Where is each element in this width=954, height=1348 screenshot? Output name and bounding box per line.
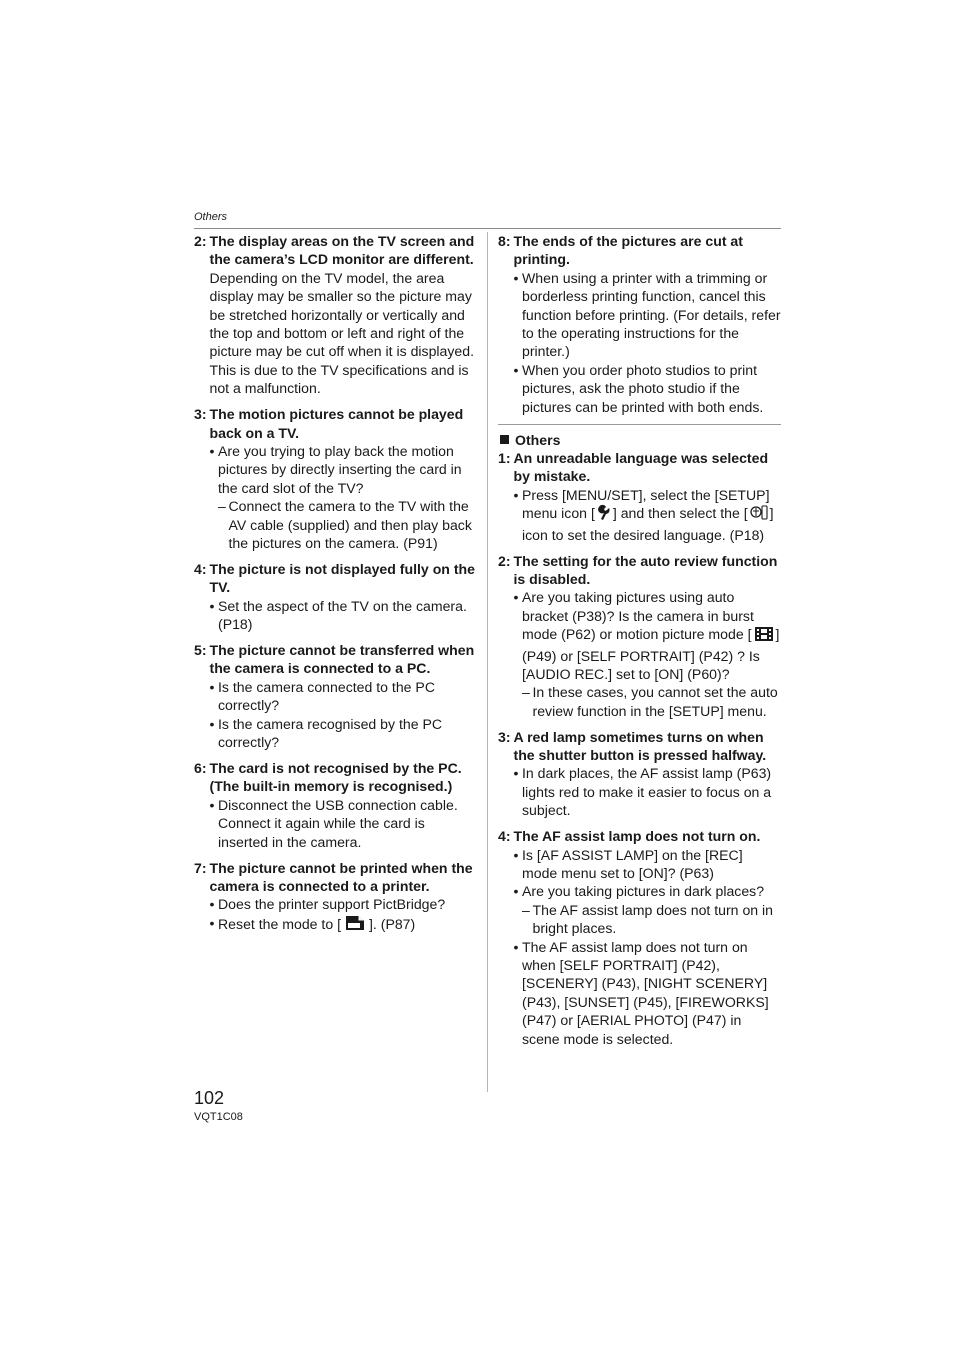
dash-mark: – [522, 684, 530, 701]
bullet-mark: • [513, 589, 519, 606]
section-divider [498, 424, 781, 425]
faq-item-4 [194, 560, 476, 634]
bullet-mark: • [513, 269, 519, 286]
bullet-text [218, 914, 476, 936]
document-code: VQT1C08 [194, 1111, 243, 1123]
bullet-text: In dark places, the AF assist lamp (P63) lights red to make it easier to focus on a subject. [522, 765, 772, 819]
question-text: The display areas on the TV screen and the camera’s LCD monitor are different. [209, 233, 475, 268]
question [194, 641, 476, 678]
column-divider [487, 232, 488, 1092]
bullet-mark: • [209, 442, 215, 459]
question [194, 405, 476, 442]
bullet-text: Disconnect the USB connection cable. Connect it again while the card is inserted in the camera. [218, 796, 458, 850]
question-number: 5: [194, 642, 207, 659]
bullet-item [498, 938, 781, 1048]
dash-item [194, 497, 476, 552]
question-number: 4: [498, 828, 511, 845]
question [194, 859, 476, 896]
bullet-mark: • [209, 896, 215, 913]
question [194, 232, 476, 269]
bullet-mark: • [513, 938, 519, 955]
bullet-mark: • [209, 597, 215, 614]
bullet-text: Is the camera connected to the PC correctly? [218, 678, 436, 714]
bullet-text: Are you trying to play back the motion pictures by directly inserting the card in the card slot of the TV? [218, 442, 462, 496]
question [498, 827, 781, 845]
bullet-text: Are you taking pictures in dark places? [522, 883, 765, 900]
section-label: Others [194, 211, 228, 223]
faq-item-7 [194, 859, 476, 937]
bullet-mark: • [513, 361, 519, 378]
language-icon [749, 504, 769, 525]
question-number: 2: [194, 233, 207, 249]
square-bullet-icon [500, 435, 509, 444]
question [194, 560, 476, 597]
bullet-text: When using a printer with a trimming or borderless printing function, cancel this function before printing. (For details, refer to the operating instructions for the printer.) [522, 269, 781, 360]
bullet-item [194, 895, 476, 913]
question-number: 1: [498, 449, 511, 466]
question [194, 759, 476, 796]
dash-text: In these cases, you cannot set the auto review function in the [SETUP] menu. [532, 684, 778, 719]
question-text: The picture cannot be printed when the camera is connected to a printer. [209, 859, 473, 894]
bullet-item [498, 486, 781, 544]
others-item-1 [498, 449, 781, 544]
bullet-mark: • [209, 796, 215, 813]
bullet-item [498, 361, 781, 416]
question-number: 8: [498, 233, 511, 249]
question-number: 6: [194, 759, 207, 776]
others-heading [498, 431, 781, 449]
question-text: The AF assist lamp does not turn on. [513, 828, 761, 845]
bullet-mark: • [209, 715, 215, 732]
dash-item [498, 901, 781, 938]
bullet-text-part: ] and then select the [ [612, 505, 748, 522]
question-number: 7: [194, 859, 207, 876]
dash-mark: – [522, 901, 530, 918]
bullet-mark: • [513, 486, 519, 503]
faq-item-5 [194, 641, 476, 751]
dash-mark: – [218, 498, 226, 515]
question-number: 3: [194, 406, 207, 423]
bullet-text-part: ] (P49) or [SELF PORTRAIT] (P42) ? Is [AUDIO REC.] set to [ON] (P60)? [522, 626, 780, 682]
bullet-item [194, 442, 476, 497]
bullet-item [194, 796, 476, 851]
wrench-icon [596, 504, 612, 525]
top-rule [194, 228, 781, 229]
others-heading-text: Others [515, 431, 561, 448]
page-number: 102 [194, 1088, 225, 1108]
question-number: 3: [498, 728, 511, 745]
bullet-item [498, 269, 781, 361]
bullet-text: Does the printer support PictBridge? [218, 896, 446, 913]
question [498, 232, 781, 269]
question-text: The card is not recognised by the PC. (The built-in memory is recognised.) [209, 759, 462, 795]
dash-item [498, 683, 781, 720]
faq-item-2 [194, 232, 476, 398]
bullet-item [194, 678, 476, 715]
question-text: The picture is not displayed fully on the TV. [209, 560, 475, 596]
bullet-text-part: Are you taking pictures using auto bracket (P38)? Is the camera in burst mode (P62) or motion picture mode [ [522, 589, 754, 643]
faq-item-3 [194, 405, 476, 552]
bullet-text-part: Press [MENU/SET], select the [SETUP] menu icon [ [522, 486, 770, 522]
question-text: An unreadable language was selected by mistake. [513, 449, 769, 485]
question [498, 449, 781, 486]
question-number: 2: [498, 552, 511, 569]
question-text: The picture cannot be transferred when the camera is connected to a PC. [209, 642, 475, 677]
answer-text: Depending on the TV model, the area display may be smaller so the picture may be stretched horizontally or vertically and the top and bottom or left and right of the picture may be cut off when it is displayed. This is due to the TV specifications and is not a malfunction. [209, 269, 475, 397]
bullet-text-part: ]. (P87) [369, 915, 416, 932]
left-column [194, 232, 476, 944]
bullet-mark: • [513, 883, 519, 900]
bullet-item [194, 597, 476, 634]
bullet-item [498, 882, 781, 900]
dash-text: The AF assist lamp does not turn on in bright places. [532, 901, 774, 937]
bullet-mark: • [209, 678, 215, 695]
bullet-item [194, 715, 476, 752]
right-column [498, 232, 781, 1056]
question [498, 552, 781, 589]
bullet-item [498, 764, 781, 819]
bullet-item [498, 846, 781, 883]
question-number: 4: [194, 560, 207, 577]
question-text: A red lamp sometimes turns on when the shutter button is pressed halfway. [513, 728, 767, 764]
bullet-item [194, 914, 476, 936]
question [498, 728, 781, 765]
faq-item-6 [194, 759, 476, 851]
bullet-mark: • [513, 765, 519, 782]
bullet-text: Is the camera recognised by the PC correctly? [218, 715, 443, 751]
dash-text: Connect the camera to the TV with the AV cable (supplied) and then play back the pictures on the camera. (P91) [228, 498, 472, 551]
bullet-text: When you order photo studios to print pictures, ask the photo studio if the pictures can be printed with both ends. [522, 361, 764, 415]
bullet-mark: • [513, 846, 519, 863]
faq-item-8 [498, 232, 781, 416]
others-item-2 [498, 552, 781, 721]
motion-picture-icon [753, 626, 775, 646]
others-item-3 [498, 728, 781, 820]
bullet-text-part: ] icon to set the desired language. (P18) [522, 505, 774, 543]
question-text: The ends of the pictures are cut at printing. [513, 233, 743, 268]
print-mode-icon [342, 914, 368, 936]
bullet-item [498, 588, 781, 683]
bullet-text: The AF assist lamp does not turn on when [SELF PORTRAIT] (P42), [SCENERY] (P43), [NIGHT SCENERY] (P43), [SUNSET] (P45), [FIREWORKS] (P47) or [AERIAL PHOTO] (P47) in scene mode is selected. [522, 938, 769, 1047]
others-item-4 [498, 827, 781, 1048]
question-text: The setting for the auto review function is disabled. [513, 552, 778, 587]
question-text: The motion pictures cannot be played back on a TV. [209, 406, 464, 441]
bullet-text: Is [AF ASSIST LAMP] on the [REC] mode menu set to [ON]? (P63) [522, 846, 743, 881]
bullet-mark: • [209, 914, 215, 931]
bullet-text-part: Reset the mode to [ [218, 915, 341, 932]
bullet-text [522, 588, 781, 683]
bullet-text: Set the aspect of the TV on the camera. (P18) [218, 597, 467, 633]
bullet-text [522, 486, 781, 544]
